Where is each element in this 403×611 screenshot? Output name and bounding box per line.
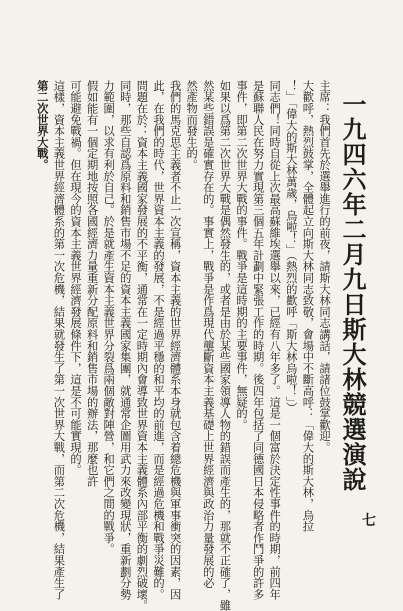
- text-column: ！」「偉大的斯大林萬歲，烏啦！」（熱烈的歡呼「斯大林烏啦！」）: [284, 80, 298, 414]
- text-column: 同時，那些自認爲原料和銷售市場不足的資本主義國家集團，就通常企圖用武力來改變現狀，重新劃分勢: [118, 80, 132, 600]
- text-column: 大歡呼，熱烈鼓掌，全體起立向斯大林同志致敬，會場中不斷高呼：「偉大的斯大林，烏拉: [301, 80, 315, 532]
- text-column: 我們的馬克思主義者不止一次宣稱，資本主義的世界經濟體系本身就包含着總危機與軍事衝突的因素，因: [168, 80, 182, 600]
- text-column: 同志們！同時自從上次最高蘇維埃選舉以來，已經有八年多了。這是一個富於決定性事件的時期，前四年: [268, 80, 282, 600]
- text-column: 這樣，資本主義世界經濟體系的第一次危機，結果就發生了第一次世界大戰，而第二次危機，結果產生了: [52, 80, 66, 600]
- text-column: 然產物而發生的。: [185, 80, 199, 171]
- text-column: 是蘇聯人民在努力實現第三個五年計劃中緊張工作的時期。後四年包括了同德國日本侵略者作鬥爭的許多: [251, 80, 265, 600]
- text-column: 第二次世界大戰。: [35, 80, 50, 171]
- text-column: 事件，即第二次世界大戰的事件。戰爭是這時期的主要事件，無疑的。: [235, 80, 248, 431]
- text-column: 問題在於：資本主義國家發展的不平衡，通常在一定時期內會導致世界資本主義體系內部平衡的劇烈破壞。: [135, 80, 149, 611]
- speech-title: 一九四六年二月九日斯大林競選演說: [338, 92, 367, 492]
- text-column: 此，在我們的時代，世界資本主義的發展，不是經過平穩的和平均的前進，而是經過危機和戰爭災難的。: [152, 80, 165, 600]
- page-number: 七: [362, 513, 376, 529]
- text-column: 主席：我們首先於選舉進行的前夜，請斯大林同志講話，請諸位鼓掌歡迎。: [318, 80, 331, 453]
- text-column: 假如能有一個定期地按照各國經濟力量重新分配原料和銷售市場的辦法，那麼也許: [85, 80, 99, 487]
- text-column: 然某些錯誤是確實存在的。事實上，戰爭是作爲現代壟斷資本主義基礎上世界經濟與政治力量發展的必: [201, 80, 215, 589]
- text-column: 可能避免戰禍。但在現今的資本主義世界經濟發展條件下，這是不可能實現的。: [69, 80, 82, 476]
- text-column: 力範圍，以求有利於自己。於是就產生資本主義世界分裂爲兩個敵對陣營，和它們之間的戰爭。: [102, 80, 116, 555]
- text-column: 如果以爲第二次世界大戰是偶然發生的，或者是由於某些國家領導人物的錯誤而產生的，那就不正確了，雖: [218, 80, 232, 611]
